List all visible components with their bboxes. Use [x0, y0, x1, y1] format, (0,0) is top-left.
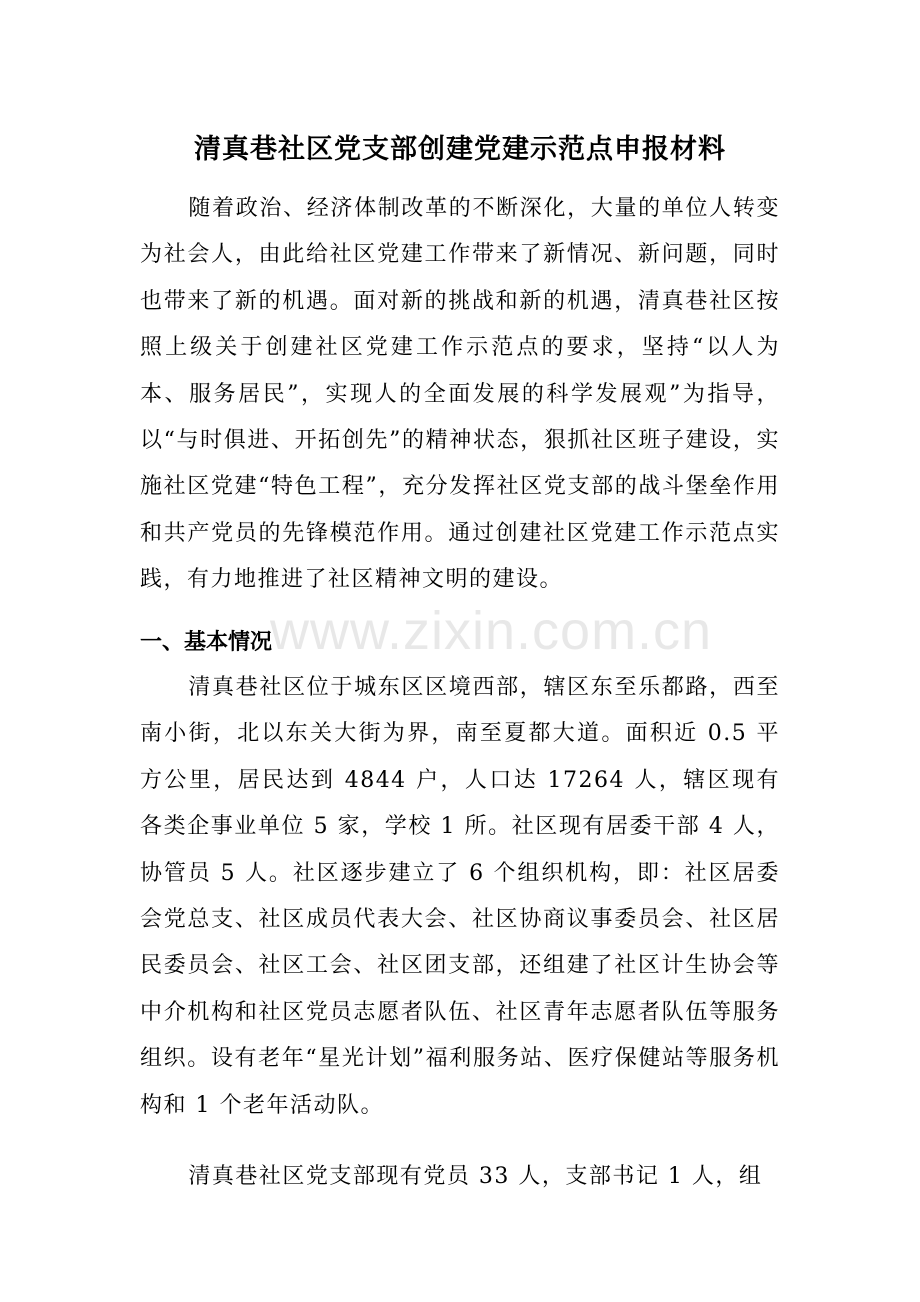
document-title: 清真巷社区党支部创建党建示范点申报材料: [194, 134, 726, 165]
basic-situation-paragraph: 清真巷社区位于城东区区境西部，辖区东至乐都路，西至南小街，北以东关大街为界，南至夏都大道。面积近 0.5 平方公里，居民达到 4844 户，人口达 17264 人，辖区现有各类企事业单位 5 家，学校 1 所。社区现有居委干部 4 人，协管员 5 人。社区逐步建立了 6 个组织机构，即：社区居委会党总支、社区成员代表大会、社区协商议事委员会、社区居民委员会、社区工会、社区团支部，还组建了社区计生协会等中介机构和社区党员志愿者队伍、社区青年志愿者队伍等服务组织。设有老年“星光计划”福利服务站、医疗保健站等服务机构和 1 个老年活动队。: [140, 675, 780, 1118]
party-branch-paragraph: 清真巷社区党支部现有党员 33 人，支部书记 1 人，组: [188, 1164, 763, 1189]
intro-paragraph: 随着政治、经济体制改革的不断深化，大量的单位人转变为社会人，由此给社区党建工作带来了新情况、新问题，同时也带来了新的机遇。面对新的挑战和新的机遇，清真巷社区按照上级关于创建社区党建工作示范点的要求，坚持“以人为本、服务居民”，实现人的全面发展的科学发展观”为指导，以“与时俱进、开拓创先”的精神状态，狠抓社区班子建设，实施社区党建“特色工程”，充分发挥社区党支部的战斗堡垒作用和共产党员的先锋模范作用。通过创建社区党建工作示范点实践，有力地推进了社区精神文明的建设。: [140, 196, 780, 593]
section-heading-basic-situation: 一、基本情况: [140, 630, 273, 655]
site-watermark: www.zixin.com.cn: [270, 601, 713, 661]
